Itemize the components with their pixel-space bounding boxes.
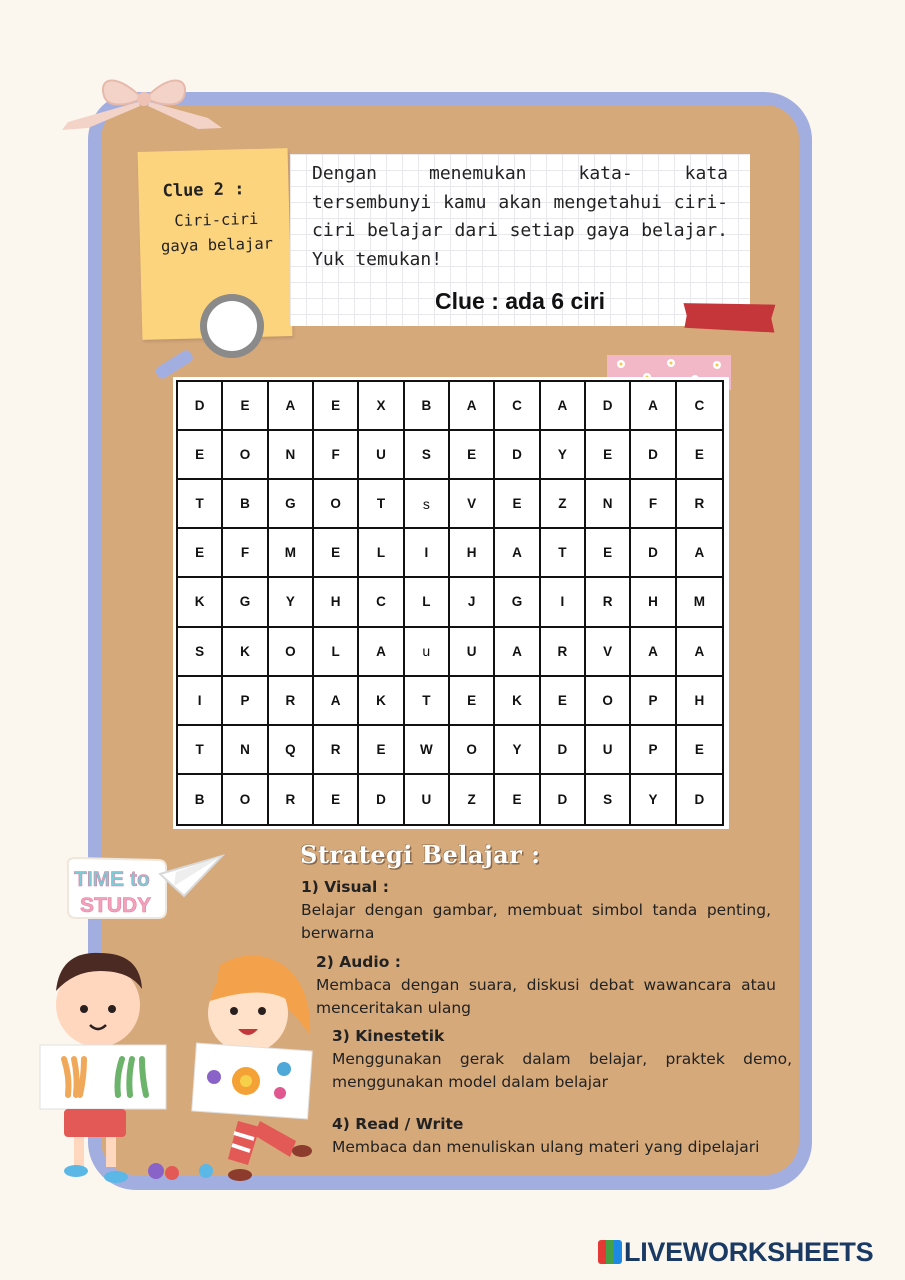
letter-cell[interactable]: M (677, 578, 722, 627)
letter-cell[interactable]: E (495, 480, 540, 529)
strategy-heading: 4) Read / Write (332, 1115, 464, 1133)
letter-cell[interactable]: E (450, 431, 495, 480)
strategy-item-visual (301, 876, 771, 945)
letter-cell[interactable]: G (223, 578, 268, 627)
letter-cell[interactable]: A (677, 529, 722, 578)
letter-cell[interactable]: C (495, 382, 540, 431)
letter-cell[interactable]: G (495, 578, 540, 627)
letter-cell[interactable]: G (269, 480, 314, 529)
strategy-description: Membaca dengan suara, diskusi debat wawancara atau menceritakan ulang (316, 976, 776, 1017)
letter-cell[interactable]: O (450, 726, 495, 775)
letter-cell[interactable]: T (405, 677, 450, 726)
letter-cell[interactable]: C (359, 578, 404, 627)
letter-cell[interactable]: u (405, 628, 450, 677)
letter-cell[interactable]: P (631, 726, 676, 775)
strategy-title: Strategi Belajar : (300, 840, 541, 869)
letter-cell[interactable]: D (694, 791, 705, 807)
letter-cell[interactable]: W (405, 726, 450, 775)
red-tape (683, 301, 776, 332)
letter-cell[interactable]: T (178, 726, 223, 775)
letter-cell[interactable]: H (450, 529, 495, 578)
letter-cell[interactable]: O (586, 677, 631, 726)
letter-cell[interactable]: K (359, 677, 404, 726)
letter-cell[interactable]: E (314, 775, 359, 824)
letter-cell[interactable]: L (314, 628, 359, 677)
letter-cell[interactable]: A (269, 382, 314, 431)
letter-cell[interactable]: E (359, 726, 404, 775)
letter-cell[interactable]: R (269, 775, 314, 824)
letter-cell[interactable]: N (586, 480, 631, 529)
letter-cell[interactable]: T (178, 480, 223, 529)
strategy-heading: 2) Audio : (316, 953, 401, 971)
letter-cell[interactable]: E (178, 431, 223, 480)
letter-cell[interactable]: R (269, 677, 314, 726)
letter-cell[interactable]: Y (541, 431, 586, 480)
letter-cell[interactable]: O (223, 775, 268, 824)
strategy-item-audio (316, 951, 776, 1020)
letter-cell[interactable]: s (405, 480, 450, 529)
letter-cell[interactable]: K (178, 578, 223, 627)
clue-title: Clue 2 : (162, 179, 245, 202)
strategy-heading: 3) Kinestetik (332, 1027, 445, 1045)
letter-cell[interactable]: T (541, 529, 586, 578)
letter-cell[interactable]: H (314, 578, 359, 627)
paper-plane-icon (160, 856, 222, 896)
letter-cell[interactable]: D (631, 431, 676, 480)
letter-cell[interactable]: E (314, 529, 359, 578)
magnifier-icon (150, 288, 274, 388)
clue-hint: Clue : ada 6 ciri (434, 288, 605, 314)
letter-cell[interactable]: Z (450, 775, 495, 824)
instructions-text: Dengan menemukan kata- kata tersembunyi kamu akan mengetahui ciri-ciri belajar dari setiap gaya belajar. Yuk temukan! (312, 163, 728, 270)
letter-cell[interactable]: E (586, 431, 631, 480)
letter-cell[interactable]: S (405, 431, 450, 480)
letter-cell[interactable]: J (450, 578, 495, 627)
letter-cell[interactable]: A (359, 628, 404, 677)
letter-cell[interactable]: A (495, 529, 540, 578)
letter-cell[interactable]: E (223, 382, 268, 431)
letter-cell[interactable]: I (405, 529, 450, 578)
letter-cell[interactable]: A (495, 628, 540, 677)
instructions-card (290, 154, 750, 326)
letter-cell[interactable]: T (359, 480, 404, 529)
letter-cell[interactable]: D (631, 529, 676, 578)
letter-cell[interactable]: R (586, 578, 631, 627)
letter-cell[interactable]: N (269, 431, 314, 480)
letter-cell[interactable]: A (541, 382, 586, 431)
ribbon-bow-icon (58, 72, 228, 134)
sticker-line-1: TIME to (74, 868, 150, 891)
strategy-item-kinestetik (332, 1025, 792, 1094)
letter-cell[interactable]: U (450, 628, 495, 677)
letter-cell[interactable]: D (178, 382, 223, 431)
time-to-study-sticker (62, 852, 227, 927)
clue-subtitle: Ciri-ciri gaya belajar (160, 209, 274, 256)
strategy-description: Membaca dan menuliskan ulang materi yang dipelajari (332, 1138, 760, 1156)
letter-cell[interactable]: E (541, 677, 586, 726)
letter-cell[interactable]: Z (541, 480, 586, 529)
strategy-heading: 1) Visual : (301, 878, 389, 896)
letter-cell[interactable]: I (541, 578, 586, 627)
letter-cell[interactable]: B (223, 480, 268, 529)
letter-cell[interactable]: A (631, 382, 676, 431)
letter-cell[interactable]: E (178, 529, 223, 578)
letter-cell[interactable]: K (495, 677, 540, 726)
letter-cell[interactable]: F (631, 480, 676, 529)
letter-cell[interactable]: O (314, 480, 359, 529)
letter-cell[interactable]: P (631, 677, 676, 726)
letter-cell[interactable]: O (223, 431, 268, 480)
letter-cell[interactable]: Y (495, 726, 540, 775)
letter-cell[interactable]: V (586, 628, 631, 677)
letter-cell[interactable]: H (677, 677, 722, 726)
letter-cell[interactable]: Y (631, 775, 676, 824)
word-search-grid (176, 380, 724, 826)
liveworksheets-logo-icon (598, 1240, 622, 1264)
letter-cell[interactable]: A (631, 628, 676, 677)
letter-cell[interactable]: H (631, 578, 676, 627)
letter-cell[interactable]: E (586, 529, 631, 578)
letter-cell[interactable]: E (677, 431, 722, 480)
letter-cell[interactable]: V (450, 480, 495, 529)
letter-cell[interactable]: A (450, 382, 495, 431)
letter-cell[interactable]: A (314, 677, 359, 726)
letter-cell[interactable]: U (359, 431, 404, 480)
letter-cell[interactable]: R (677, 480, 722, 529)
letter-cell[interactable]: E (450, 677, 495, 726)
letter-cell[interactable]: K (223, 628, 268, 677)
brand-name: LIVEWORKSHEETS (624, 1237, 874, 1267)
letter-cell[interactable]: O (269, 628, 314, 677)
letter-cell[interactable]: D (586, 382, 631, 431)
letter-cell[interactable]: U (586, 726, 631, 775)
brand-footer (598, 1237, 873, 1268)
letter-cell[interactable]: R (541, 628, 586, 677)
strategy-description: Belajar dengan gambar, membuat simbol tanda penting, berwarna (301, 901, 771, 942)
letter-cell[interactable]: P (223, 677, 268, 726)
letter-cell[interactable]: M (269, 529, 314, 578)
letter-cell[interactable]: I (178, 677, 223, 726)
sticker-line-2: STUDY (80, 894, 152, 917)
letter-cell[interactable]: Q (269, 726, 314, 775)
letter-cell[interactable]: D (541, 726, 586, 775)
letter-cell[interactable]: E (677, 726, 722, 775)
letter-cell[interactable]: F (314, 431, 359, 480)
letter-cell[interactable]: D (359, 775, 404, 824)
letter-cell[interactable]: C (677, 382, 722, 431)
letter-cell[interactable]: X (359, 382, 404, 431)
letter-cell[interactable]: E (495, 775, 540, 824)
letter-cell[interactable]: D (495, 431, 540, 480)
word-search-card (173, 377, 729, 829)
letter-cell[interactable]: R (314, 726, 359, 775)
strategy-description: Menggunakan gerak dalam belajar, praktek demo, menggunakan model dalam belajar (332, 1050, 792, 1091)
letter-cell[interactable]: S (178, 628, 223, 677)
letter-cell[interactable]: F (223, 529, 268, 578)
strategy-item-read-write (332, 1113, 792, 1159)
letter-cell[interactable]: L (405, 578, 450, 627)
letter-cell[interactable]: B (178, 775, 223, 824)
letter-cell[interactable]: D (541, 775, 586, 824)
letter-cell[interactable]: E (314, 382, 359, 431)
letter-cell[interactable]: S (586, 775, 631, 824)
letter-cell[interactable]: N (223, 726, 268, 775)
letter-cell[interactable]: A (677, 628, 722, 677)
letter-cell[interactable]: Y (269, 578, 314, 627)
letter-cell[interactable]: U (405, 775, 450, 824)
letter-cell[interactable]: L (359, 529, 404, 578)
letter-cell[interactable]: B (405, 382, 450, 431)
kids-illustration (34, 945, 324, 1195)
